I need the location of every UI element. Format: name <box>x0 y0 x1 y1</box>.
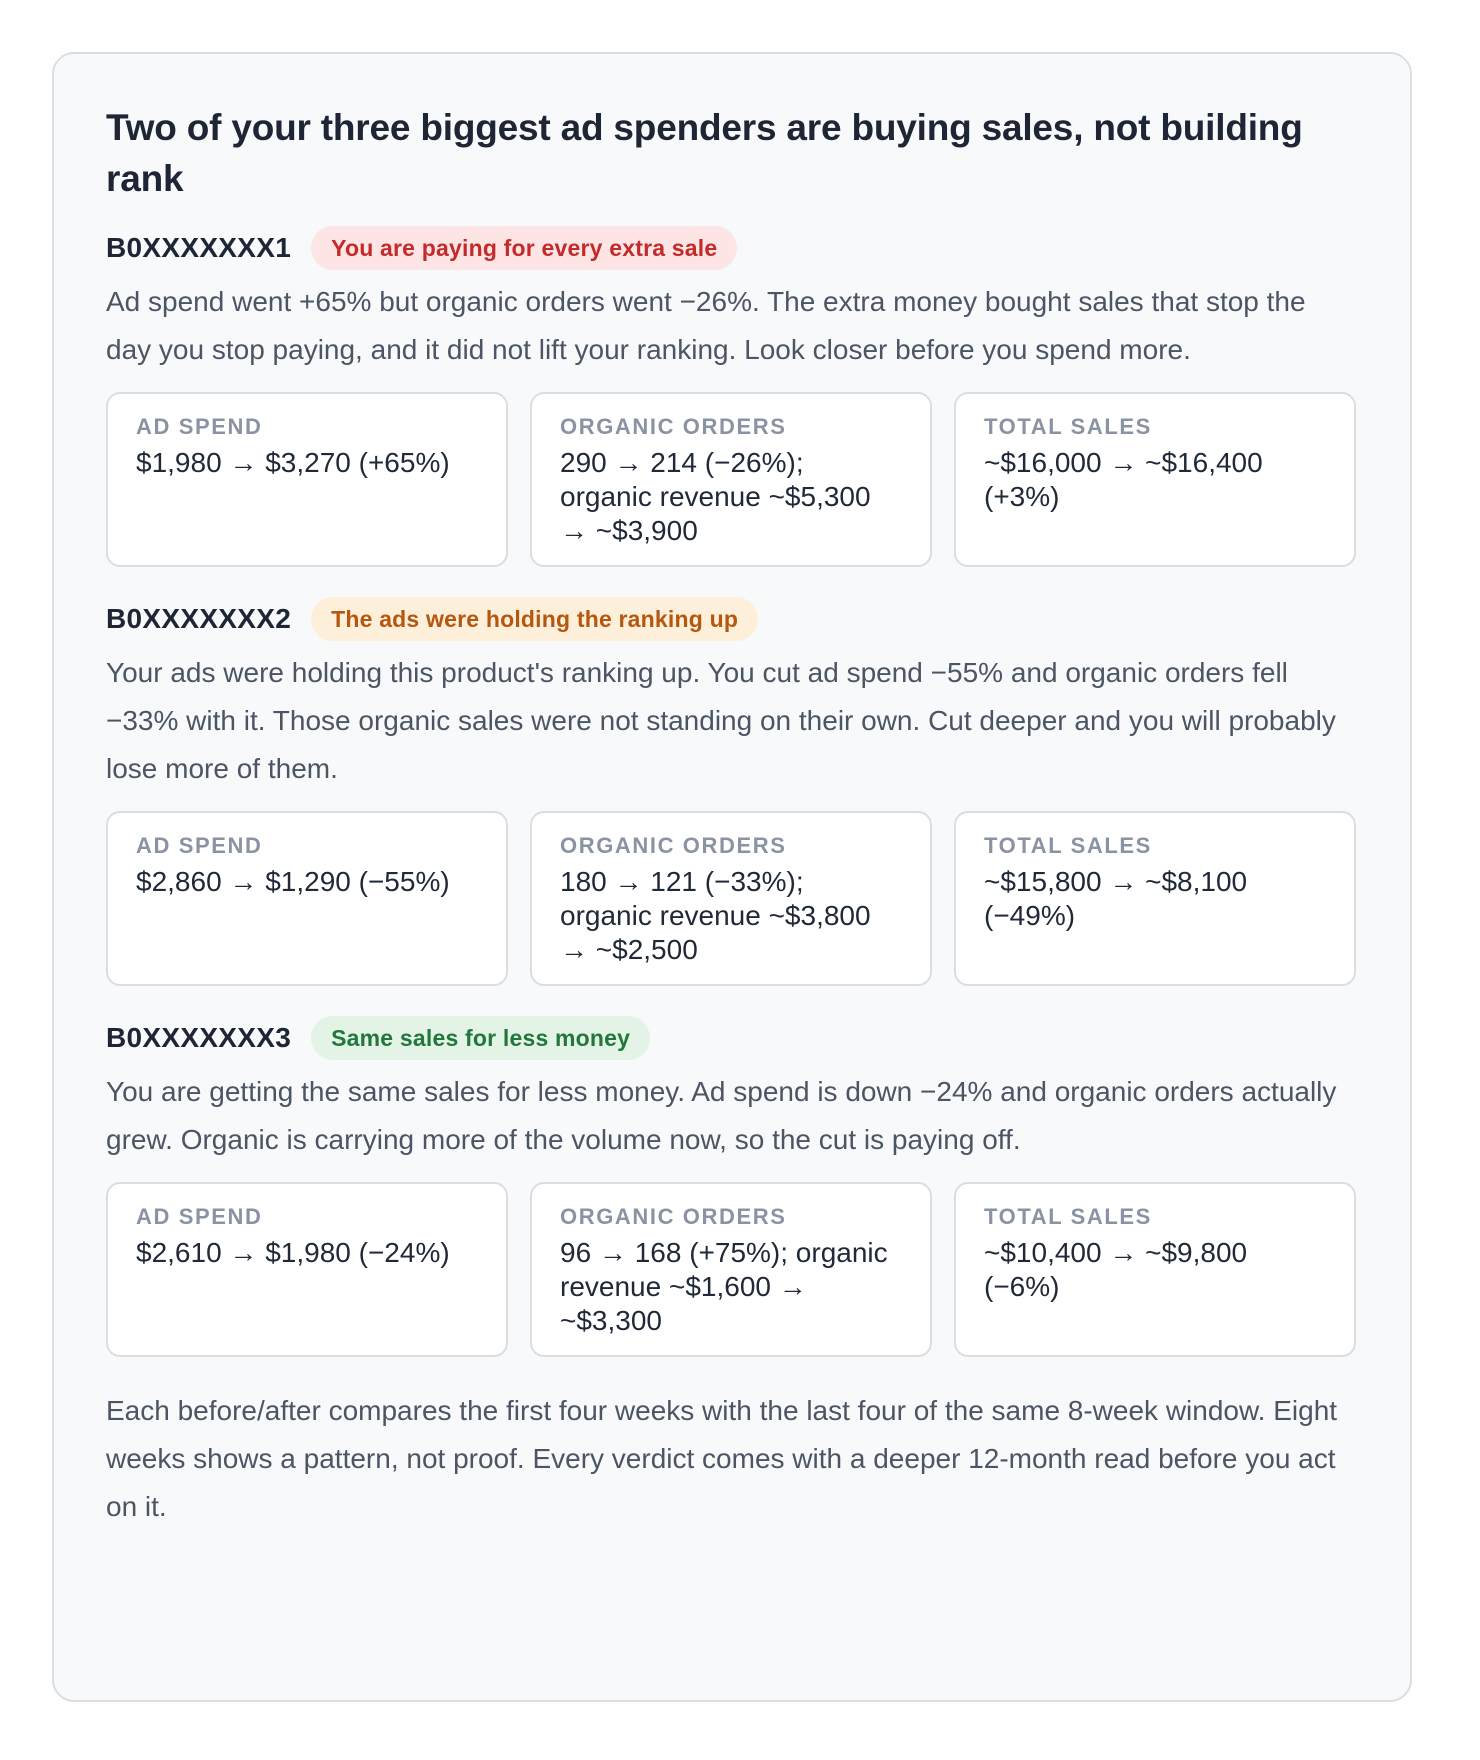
metrics-row <box>106 1182 1358 1357</box>
metric-value: $1,980 → $3,270 (+65%) <box>136 447 450 478</box>
product-asin: B0XXXXXXX2 <box>106 603 292 634</box>
product-description: You are getting the same sales for less money. Ad spend is down −24% and organic orders actually grew. Organic is carrying more of the volume now, so the cut is paying off. <box>106 1076 1337 1155</box>
metric-value: 290 → 214 (−26%); organic revenue ~$5,300 → ~$3,900 <box>560 447 871 546</box>
metric-label: ORGANIC ORDERS <box>560 833 787 858</box>
product-header <box>106 597 1358 641</box>
metric-value: ~$15,800 → ~$8,100 (−49%) <box>984 866 1248 931</box>
product-header <box>106 1016 1358 1060</box>
metric-value: ~$10,400 → ~$9,800 (−6%) <box>984 1237 1248 1302</box>
metric-value: $2,860 → $1,290 (−55%) <box>136 866 450 897</box>
verdict-badge: Same sales for less money <box>311 1016 650 1060</box>
metrics-row <box>106 392 1358 567</box>
metric-label: AD SPEND <box>136 1204 263 1229</box>
metrics-row <box>106 811 1358 986</box>
product-section-2 <box>106 597 1358 986</box>
metric-organic-orders <box>530 392 932 567</box>
metric-label: ORGANIC ORDERS <box>560 1204 787 1229</box>
metric-total-sales <box>954 392 1356 567</box>
metric-value: ~$16,000 → ~$16,400 (+3%) <box>984 447 1263 512</box>
methodology-footnote: Each before/after compares the first four weeks with the last four of the same 8-week window. Eight weeks shows a pattern, not proof. Every verdict comes with a deeper 12-month read before you act on it. <box>106 1395 1338 1522</box>
metric-value: $2,610 → $1,980 (−24%) <box>136 1237 450 1268</box>
metric-organic-orders <box>530 1182 932 1357</box>
metric-label: TOTAL SALES <box>984 1204 1152 1229</box>
product-description: Ad spend went +65% but organic orders went −26%. The extra money bought sales that stop the day you stop paying, and it did not lift your ranking. Look closer before you spend more. <box>106 286 1306 365</box>
metric-label: AD SPEND <box>136 414 263 439</box>
summary-card <box>52 52 1412 1702</box>
product-section-3 <box>106 1016 1358 1357</box>
product-description: Your ads were holding this product's ranking up. You cut ad spend −55% and organic orders fell −33% with it. Those organic sales were not standing on their own. Cut deeper and you will probably lose more of them. <box>106 657 1336 784</box>
metric-ad-spend <box>106 1182 508 1357</box>
metric-label: AD SPEND <box>136 833 263 858</box>
metric-label: TOTAL SALES <box>984 414 1152 439</box>
verdict-badge: The ads were holding the ranking up <box>311 597 758 641</box>
product-asin: B0XXXXXXX1 <box>106 232 292 263</box>
product-section-1 <box>106 226 1358 567</box>
metric-label: TOTAL SALES <box>984 833 1152 858</box>
product-header <box>106 226 1358 270</box>
metric-total-sales <box>954 1182 1356 1357</box>
metric-label: ORGANIC ORDERS <box>560 414 787 439</box>
metric-ad-spend <box>106 392 508 567</box>
product-asin: B0XXXXXXX3 <box>106 1022 292 1053</box>
metric-ad-spend <box>106 811 508 986</box>
card-headline: Two of your three biggest ad spenders are buying sales, not building rank <box>106 107 1303 199</box>
metric-organic-orders <box>530 811 932 986</box>
metric-total-sales <box>954 811 1356 986</box>
metric-value: 180 → 121 (−33%); organic revenue ~$3,800 → ~$2,500 <box>560 866 871 965</box>
metric-value: 96 → 168 (+75%); organic revenue ~$1,600 → ~$3,300 <box>560 1237 888 1336</box>
verdict-badge: You are paying for every extra sale <box>311 226 737 270</box>
